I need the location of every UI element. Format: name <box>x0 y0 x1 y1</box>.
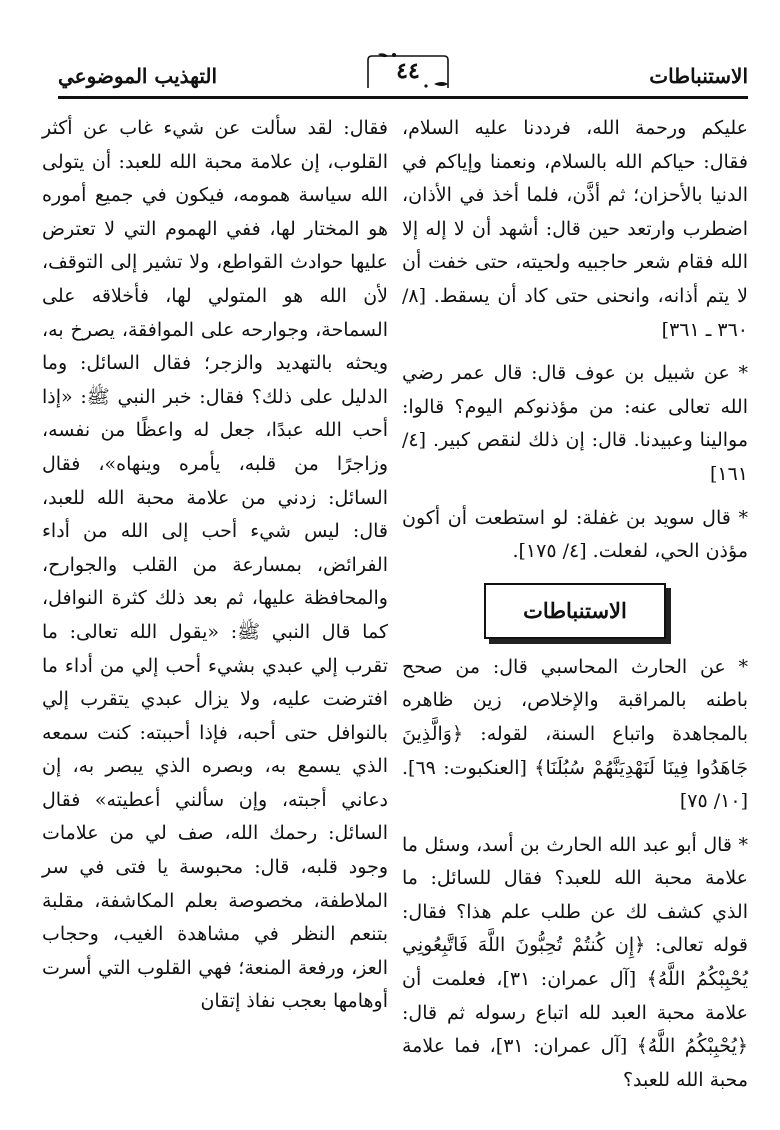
header-rule <box>58 96 748 99</box>
right-column <box>402 112 748 1107</box>
paragraph: * عن الحارث المحاسبي قال: من صحح باطنه بالمراقبة والإخلاص، زين ظاهره بالمجاهدة واتباع السنة، لقوله: ﴿وَالَّذِينَ جَاهَدُوا فِينَا لَنَهْدِيَنَّهُمْ سُبُلَنَا﴾ [العنكبوت: ٦٩]. [١٠/ ٧٥] <box>402 655 748 813</box>
paragraph: * عن شبيل بن عوف قال: قال عمر رضي الله تعالى عنه: من مؤذنوكم اليوم؟ قالوا: موالينا وعبيدنا. قال: إن ذلك لنقص كبير. [٤/ ١٦١] <box>402 362 748 485</box>
section-heading: الاستنباطات <box>484 583 666 639</box>
page-header <box>58 52 748 96</box>
paragraph: فقال: لقد سألت عن شيء غاب عن أكثر القلوب، إن علامة محبة الله للعبد: أن يتولى الله سياسة همومه، فيكون في جميع أموره هو المختار لها، ففي الهموم التي لا تعترض عليها حوادث القواطع، ولا تشير إلى التوقف، لأن الله هو المتولي لها، فأخلاقه على السماحة، وجوارحه على الموافقة، يصرخ به، ويحثه بالتهديد والزجر؛ فقال السائل: وما الدليل على ذلك؟ فقال: خبر النبي ﷺ: «إذا أحب الله عبدًا، جعل له واعظًا من نفسه، وزاجرًا من قلبه، يأمره وينهاه»، فقال السائل: زدني من علامة محبة الله للعبد، قال: ليس شيء أحب إلى الله من أداء الفرائض، بمسارعة من القلب والجوارح، والمحافظة عليها، ثم بعد ذلك كثرة النوافل، كما قال النبي ﷺ: «يقول الله تعالى: ما تقرب إلي عبدي بشيء أحب إلي من أداء ما افترضت عليه، ولا يزال عبدي يتقرب إلي بالنوافل حتى أحبه، فإذا أحببته: كنت سمعه الذي يسمع به، وبصره الذي يبصر به، إن دعاني أجبته، وإن سألني أعطيته» فقال السائل: رحمك الله، صف لي من علامات وجود قلبه، قال: محبوسة يا فتى في سر الملاطفة، مخصوصة بعلم المكاشفة، مقلبة بتنعم النظر في مشاهدة الغيب، وحجاب العز، ورفعة المنعة؛ فهي القلوب التي أسرت أوهامها بعجب نفاذ إتقان <box>42 117 388 1013</box>
paragraph: عليكم ورحمة الله، فرددنا عليه السلام، فقال: حياكم الله بالسلام، ونعمنا وإياكم في الدنيا بالأحزان؛ ثم أذَّن، فلما أخذ في الأذان، اضطرب وارتعد حين قال: أشهد أن لا إله إلا الله فقام شعر حاجبيه ولحيته، حتى خفت أن لا يتم أذانه، وانحنى حتى كاد أن يسقط. [٨/ ٣٦٠ ـ ٣٦١] <box>402 117 748 341</box>
left-column <box>42 112 388 1029</box>
book-title: التهذيب الموضوعي <box>58 64 218 88</box>
page-number: ٤٤ <box>396 58 420 84</box>
paragraph: * قال أبو عبد الله الحارث بن أسد، وسئل ما علامة محبة الله للعبد؟ فقال للسائل: ما الذي كشف لك عن طلب علم هذا؟ فقال: قوله تعالى: ﴿إِن كُنتُمْ تُحِبُّونَ اللَّهَ فَاتَّبِعُونِي يُحْبِبْكُمُ اللَّهُ﴾ [آل عمران: ٣١]، فعلمت أن علامة محبة العبد لله اتباع رسوله ثم قال: ﴿يُحْبِبْكُمُ اللَّهُ﴾ [آل عمران: ٣١]، فما علامة محبة الله للعبد؟ <box>402 833 748 1091</box>
chapter-title: الاستنباطات <box>649 64 748 88</box>
paragraph: * قال سويد بن غفلة: لو استطعت أن أكون مؤذن الحي، لفعلت. [٤/ ١٧٥]. <box>402 506 748 563</box>
page-number-frame <box>338 52 478 90</box>
